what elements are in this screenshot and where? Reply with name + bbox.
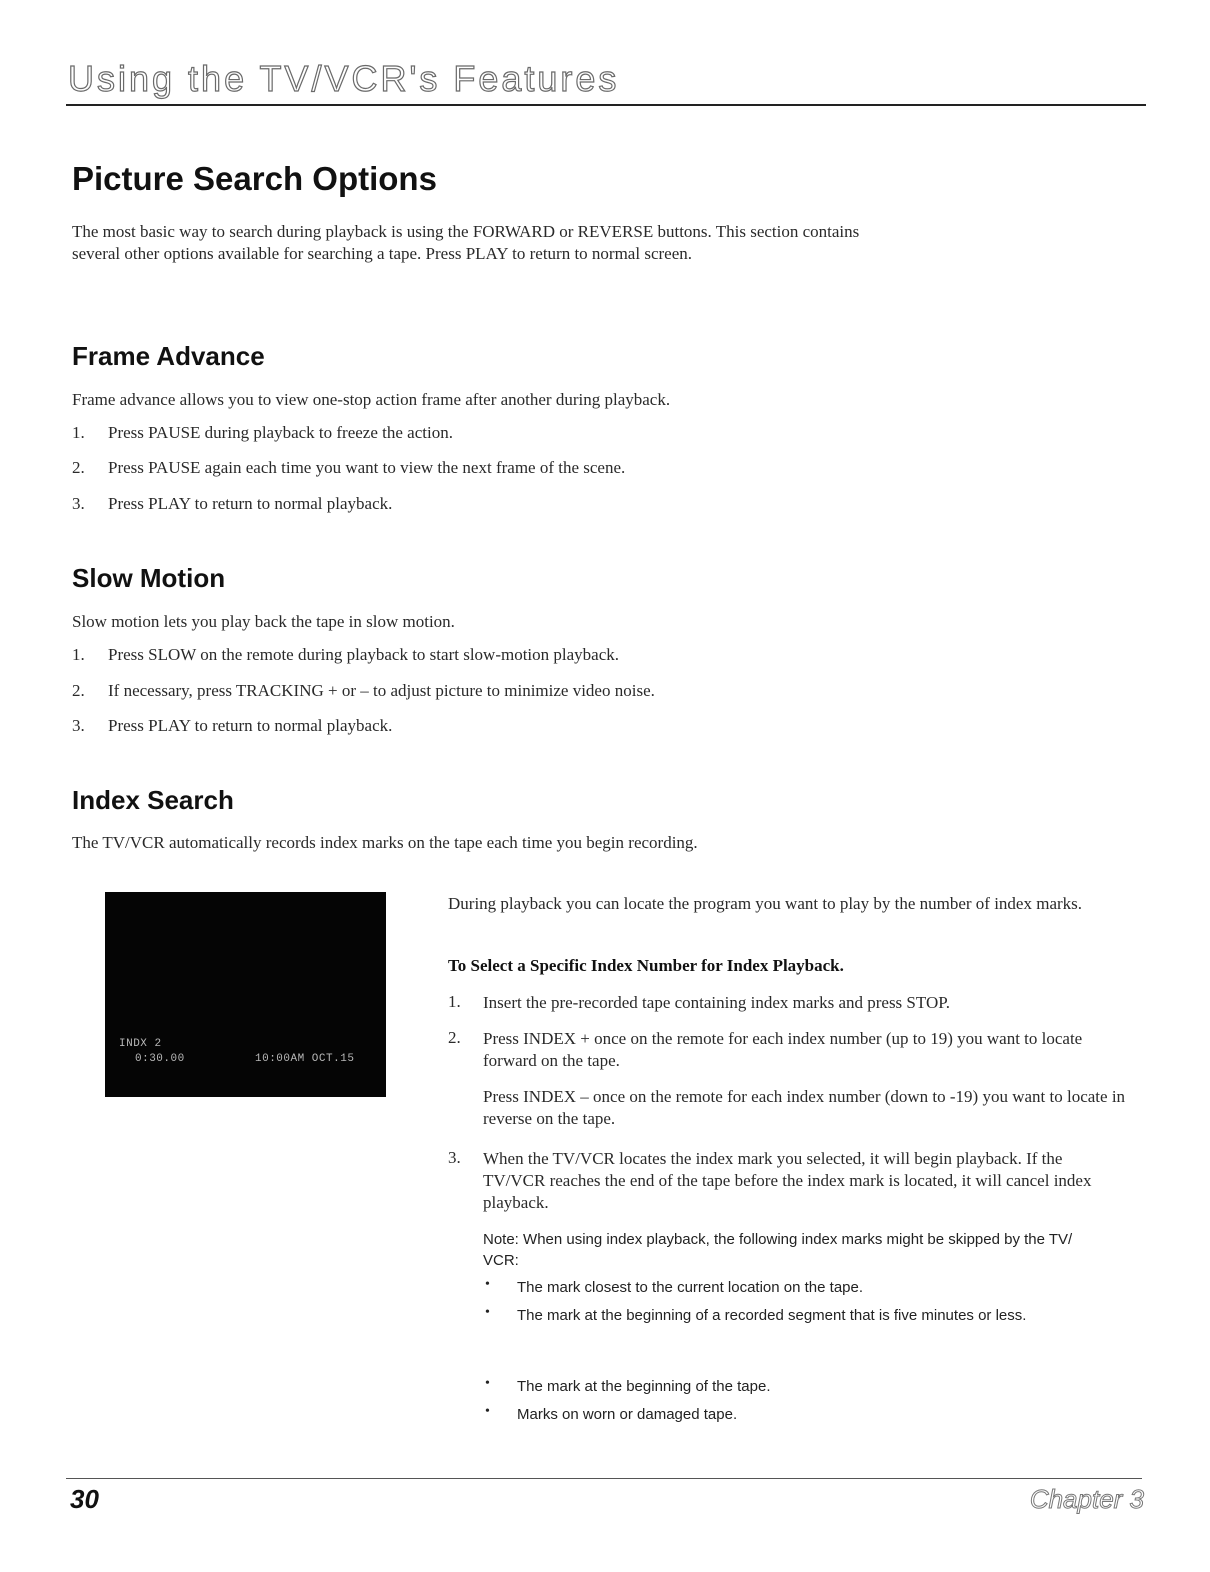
bullet-icon: • [485, 1277, 490, 1292]
slow-motion-description: Slow motion lets you play back the tape in slow motion. [72, 612, 455, 631]
footer-rule [66, 1478, 1142, 1479]
list-item: The mark at the beginning of a recorded segment that is five minutes or less. [517, 1307, 1027, 1324]
frame-advance-description: Frame advance allows you to view one-stop action frame after another during playback. [72, 390, 671, 409]
list-item [72, 716, 972, 738]
bullet-icon: • [485, 1404, 490, 1419]
step-number: 2. [72, 458, 85, 477]
intro-paragraph: The most basic way to search during playback is using the FORWARD or REVERSE buttons. This section contains several other options available for searching a tape. Press PLAY to return to normal screen. [72, 222, 860, 263]
counter-readout: 0:30.00 [135, 1053, 185, 1065]
step-text: Insert the pre-recorded tape containing index marks and press STOP. [483, 993, 951, 1012]
list-item [72, 423, 972, 445]
chapter-label: Chapter 3 [1029, 1484, 1144, 1514]
page-title: Picture Search Options [72, 160, 437, 197]
list-item [72, 681, 972, 703]
bullet-icon: • [485, 1305, 490, 1320]
step-text: Press PAUSE during playback to freeze the action. [108, 423, 453, 442]
header-rule [66, 104, 1146, 106]
list-item: The mark at the beginning of the tape. [517, 1378, 771, 1395]
slow-motion-heading: Slow Motion [72, 563, 226, 593]
step-number: 1. [72, 423, 85, 442]
clock-date-readout: 10:00AM OCT.15 [255, 1053, 355, 1065]
step-number: 1. [72, 645, 85, 664]
index-search-description: The TV/VCR automatically records index marks on the tape each time you begin recording. [72, 833, 698, 852]
index-search-heading: Index Search [72, 785, 234, 815]
page-number: 30 [70, 1484, 99, 1514]
index-label: INDX 2 [119, 1038, 162, 1050]
note-text: When using index playback, the following index marks might be skipped by the TV/ VCR: [483, 1231, 1073, 1269]
index-note [483, 1229, 1103, 1271]
step-number: 3. [72, 494, 85, 513]
note-label: Note: [483, 1231, 519, 1248]
step-number: 3. [72, 716, 85, 735]
step-text: Press PAUSE again each time you want to view the next frame of the scene. [108, 458, 626, 477]
list-item [72, 458, 972, 480]
step-extra-text: Press INDEX – once on the remote for each index number (down to -19) you want to locate in reverse on the tape. [483, 1087, 1126, 1128]
step-text: Press PLAY to return to normal playback. [108, 494, 393, 513]
running-header: Using the TV/VCR's Features [68, 58, 620, 99]
step-text: Press INDEX + once on the remote for each index number (up to 19) you want to locate forward on the tape. [483, 1029, 1083, 1070]
list-item [72, 645, 972, 667]
list-item: The mark closest to the current location on the tape. [517, 1279, 864, 1296]
step-number: 3. [448, 1148, 461, 1167]
index-playback-subheading: To Select a Specific Index Number for Index Playback. [448, 956, 844, 975]
list-item [72, 494, 972, 516]
step-text: If necessary, press TRACKING + or – to adjust picture to minimize video noise. [108, 681, 655, 700]
tv-screen-image [105, 892, 386, 1097]
step-text: Press PLAY to return to normal playback. [108, 716, 393, 735]
frame-advance-heading: Frame Advance [72, 341, 265, 371]
bullet-icon: • [485, 1376, 490, 1391]
step-text: Press SLOW on the remote during playback to start slow-motion playback. [108, 645, 620, 664]
list-item: Marks on worn or damaged tape. [517, 1406, 738, 1423]
step-number: 1. [448, 992, 461, 1011]
step-number: 2. [448, 1028, 461, 1047]
step-number: 2. [72, 681, 85, 700]
step-text: When the TV/VCR locates the index mark you selected, it will begin playback. If the TV/VCR reaches the end of the tape before the index mark is located, it will cancel index playback. [483, 1149, 1092, 1212]
locate-paragraph: During playback you can locate the program you want to play by the number of index marks. [448, 894, 1083, 913]
